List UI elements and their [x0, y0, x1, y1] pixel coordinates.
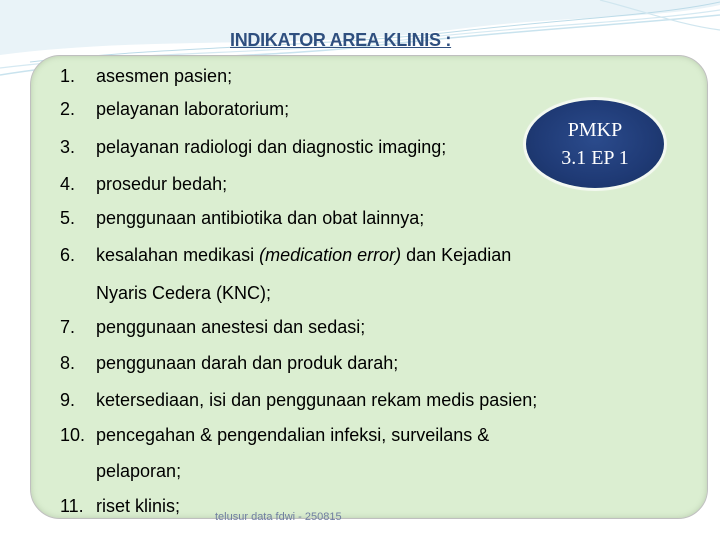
item-text: pelaporan; [96, 461, 182, 481]
item-number: 2. [60, 99, 76, 119]
slide-title: INDIKATOR AREA KLINIS : [230, 30, 452, 50]
item-text: ketersediaan, isi dan penggunaan rekam medis pasien; [96, 390, 538, 410]
footer-text: telusur data fdwi - 250815 [215, 511, 342, 523]
item-text-part: dan Kejadian [401, 245, 512, 265]
item-text: penggunaan darah dan produk darah; [96, 353, 399, 373]
item-number: 8. [60, 353, 76, 373]
badge-line-2: 3.1 EP 1 [561, 147, 629, 169]
item-text: pelayanan radiologi dan diagnostic imaging; [96, 137, 447, 157]
item-number: 9. [60, 390, 76, 410]
item-text-italic: (medication error) [259, 245, 402, 265]
badge-line-1: PMKP [567, 119, 623, 141]
item-text: penggunaan antibiotika dan obat lainnya; [96, 208, 425, 228]
item-text [96, 245, 511, 266]
item-number: 11. [60, 496, 84, 516]
item-number: 7. [60, 317, 76, 337]
item-number: 10. [60, 425, 86, 445]
item-text: pelayanan laboratorium; [96, 99, 290, 119]
item-text: penggunaan anestesi dan sedasi; [96, 317, 366, 337]
item-number: 4. [60, 174, 76, 194]
item-number: 1. [60, 66, 76, 86]
item-text: pencegahan & pengendalian infeksi, surveilans & [96, 425, 490, 445]
item-text: Nyaris Cedera (KNC); [96, 283, 272, 303]
item-text: asesmen pasien; [96, 66, 233, 86]
item-text: prosedur bedah; [96, 174, 228, 194]
item-number: 5. [60, 208, 76, 228]
item-text: riset klinis; [96, 496, 181, 516]
item-number: 3. [60, 137, 76, 157]
item-number: 6. [60, 245, 76, 265]
pmkp-badge [526, 100, 664, 188]
item-text-part: kesalahan medikasi [96, 245, 260, 265]
